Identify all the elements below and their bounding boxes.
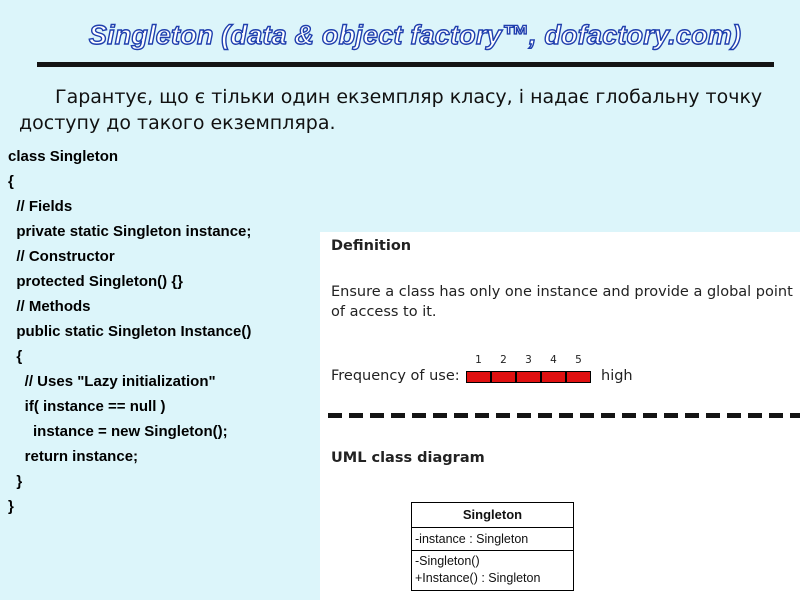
- code-line: }: [8, 473, 23, 490]
- code-line: protected Singleton() {}: [8, 273, 184, 290]
- definition-text: Ensure a class has only one instance and provide a global point of access to it.: [331, 284, 793, 320]
- code-line: // Uses "Lazy initialization": [8, 373, 216, 390]
- frequency-segment: [566, 371, 591, 383]
- definition-heading: Definition: [331, 238, 412, 254]
- code-line: private static Singleton instance;: [8, 223, 252, 240]
- slide-title: Singleton (data & object factory™, dofactory.com): [88, 20, 742, 50]
- frequency-segment: [516, 371, 541, 383]
- code-line: public static Singleton Instance(): [8, 323, 252, 340]
- title-underline: [37, 62, 774, 67]
- code-line: // Constructor: [8, 248, 115, 265]
- code-line: if( instance == null ): [8, 398, 166, 415]
- frequency-scale-number: 2: [500, 354, 507, 366]
- code-line: instance = new Singleton();: [8, 423, 228, 440]
- frequency-segment: [466, 371, 491, 383]
- uml-method: -Singleton(): [415, 554, 480, 568]
- uml-class-box: [411, 502, 574, 591]
- frequency-bar: [466, 371, 591, 383]
- code-line: }: [8, 498, 14, 515]
- uml-class-name: Singleton: [412, 503, 573, 528]
- frequency-segment: [541, 371, 566, 383]
- frequency-scale-number: 4: [550, 354, 557, 366]
- intro-text: Гарантує, що є тільки один екземпляр класу, і надає глобальну точку доступу до такого екземпляра.: [19, 86, 763, 134]
- code-listing: [8, 144, 251, 519]
- frequency-label: Frequency of use:: [331, 368, 460, 384]
- frequency-text: high: [601, 368, 633, 384]
- code-line: {: [8, 173, 14, 190]
- uml-heading: UML class diagram: [331, 450, 485, 466]
- frequency-segment: [491, 371, 516, 383]
- dashed-divider: [328, 413, 800, 418]
- code-line: {: [8, 348, 23, 365]
- code-line: class Singleton: [8, 148, 119, 165]
- uml-attribute: -instance : Singleton: [415, 532, 529, 546]
- uml-methods: [412, 551, 573, 590]
- frequency-scale: [466, 354, 591, 368]
- uml-attributes: [412, 528, 573, 551]
- frequency-scale-number: 3: [525, 354, 532, 366]
- frequency-scale-number: 5: [575, 354, 582, 366]
- uml-method: +Instance() : Singleton: [415, 571, 541, 585]
- code-line: // Methods: [8, 298, 91, 315]
- code-line: // Fields: [8, 198, 73, 215]
- code-line: return instance;: [8, 448, 139, 465]
- frequency-scale-number: 1: [475, 354, 482, 366]
